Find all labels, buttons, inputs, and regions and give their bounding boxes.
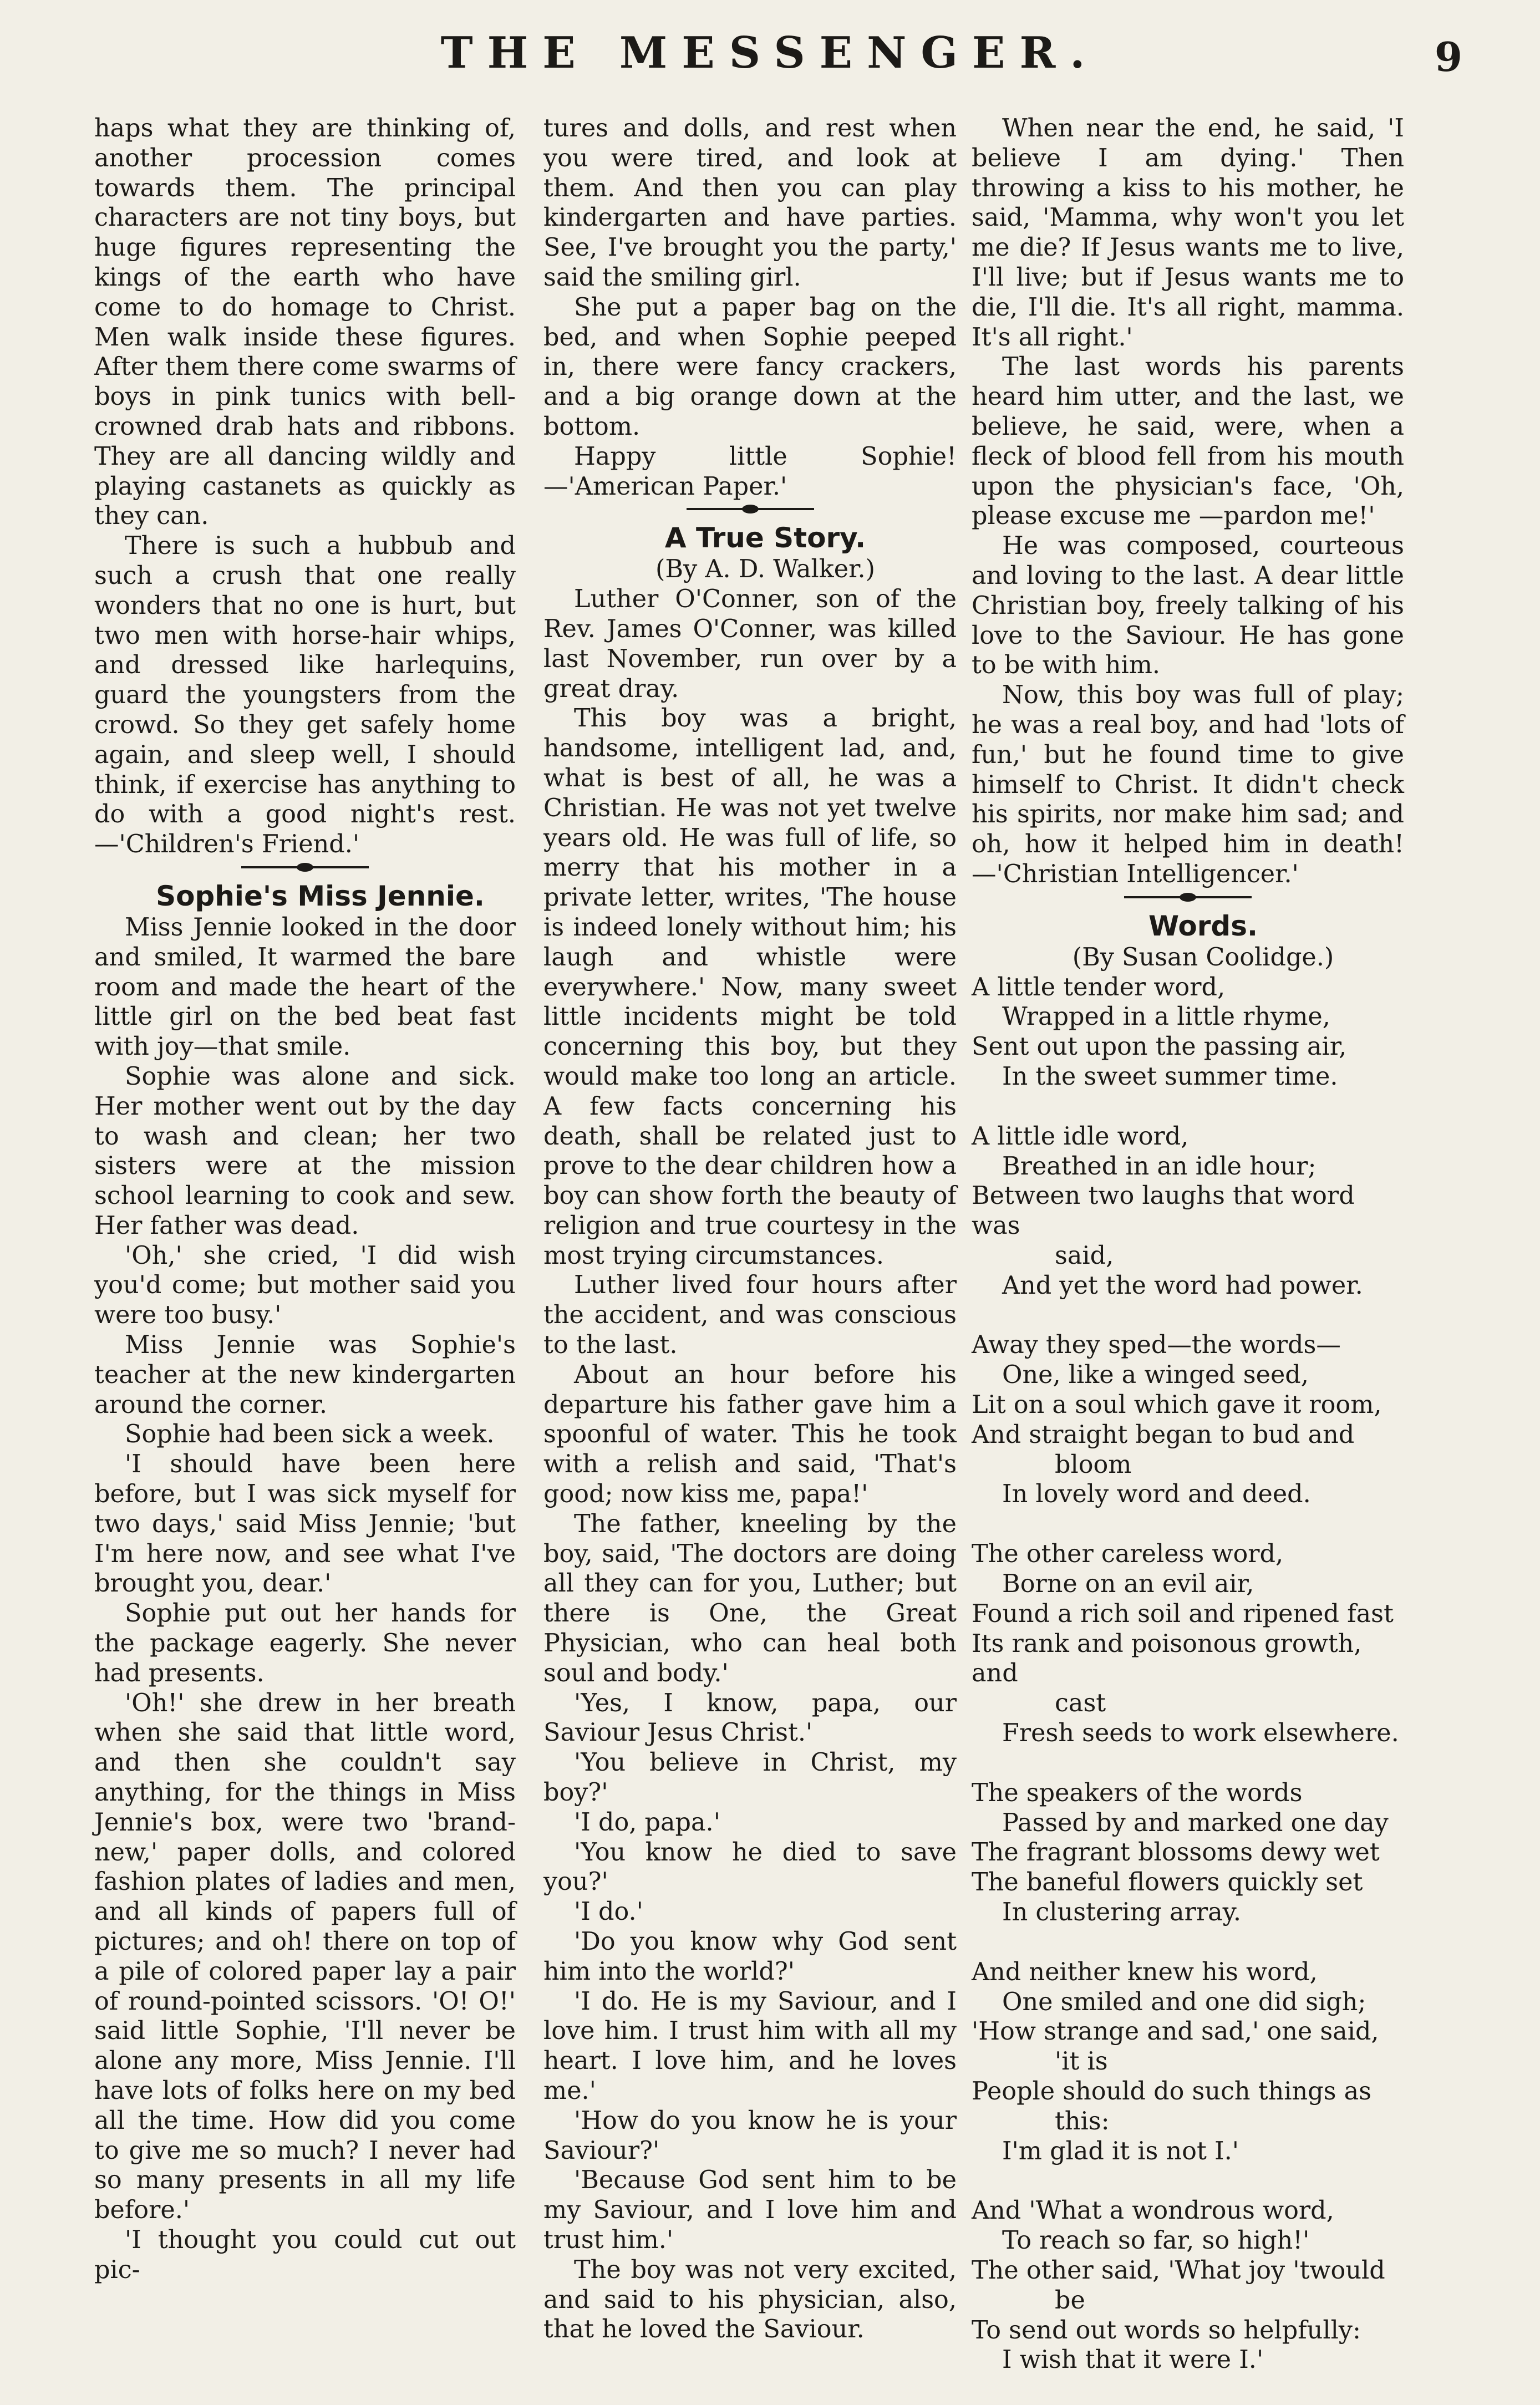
paragraph: There is such a hubbub and such a crush that one really wonders that no one is hurt, but two men with horse-hair whips, and dressed like harlequins, guard the youngsters from the crowd. So they get safely home again, and sleep well, I should think, if exercise has anything to do with a good night's rest.—'Children's Friend.' [94, 532, 516, 859]
poem-line: 'it is [1055, 2047, 1108, 2076]
page-header [0, 0, 1540, 97]
poem-line: this: [1055, 2107, 1110, 2135]
poem-line: A little tender word, [972, 973, 1226, 1001]
paragraph: Luther lived four hours after the accident, and was conscious to the last. [543, 1271, 957, 1360]
paragraph: Sophie had been sick a week. [125, 1420, 495, 1449]
poem-line: In lovely word and deed. [1002, 1480, 1311, 1509]
paragraph: He was composed, courteous and loving to the last. A dear little Christian boy, freely talking of his love to the Saviour. He has gone to be with him. [972, 532, 1404, 680]
paragraph: Luther O'Conner, son of the Rev. James O'Conner, was killed last November, run over by a great dray. [543, 585, 957, 703]
paragraph: 'You know he died to save you?' [543, 1838, 957, 1896]
divider [687, 508, 814, 510]
paragraph: 'Because God sent him to be my Saviour, and I love him and trust him.' [543, 2166, 957, 2254]
paragraph: Sophie put out her hands for the package eagerly. She never had presents. [94, 1599, 516, 1687]
article-title-words: Words. [1148, 909, 1258, 942]
poem-line: In the sweet summer time. [1002, 1062, 1338, 1091]
poem-line: bloom [1055, 1450, 1132, 1479]
poem-line: Sent out upon the passing air, [972, 1033, 1347, 1061]
poem-stanza [972, 1539, 1404, 1748]
column-middle [543, 114, 957, 2345]
poem-line: Borne on an evil air, [1002, 1570, 1254, 1599]
poem-stanza [972, 1957, 1404, 2167]
poem-stanza [972, 2196, 1404, 2375]
poem-line: And neither knew his word, [972, 1957, 1318, 1986]
poem-line: Between two laughs that word was [972, 1182, 1355, 1240]
paragraph: 'Yes, I know, papa, our Saviour Jesus Christ.' [543, 1689, 957, 1747]
poem-line: A little idle word, [972, 1122, 1189, 1151]
poem-line: To send out words so helpfully: [972, 2316, 1361, 2345]
paragraph: Miss Jennie looked in the door and smiled, It warmed the bare room and made the heart of the little girl on the bed beat fast with joy—that smile. [94, 913, 516, 1061]
article-title-true-story: A True Story. [664, 522, 866, 555]
poem-line: 'How strange and sad,' one said, [972, 2017, 1379, 2046]
poem-line: Wrapped in a little rhyme, [1002, 1003, 1330, 1031]
column-right [972, 114, 1404, 2405]
poem-stanza [972, 1778, 1404, 1928]
masthead-title: THE MESSENGER. [440, 28, 1100, 78]
poem-line: The other said, 'What joy 'twould [972, 2256, 1385, 2285]
poem-line: be [1055, 2286, 1085, 2315]
paragraph: 'How do you know he is your Saviour?' [543, 2106, 957, 2165]
paragraph: 'You believe in Christ, my boy?' [543, 1748, 957, 1807]
column-left [94, 114, 516, 2285]
poem-line: cast [1055, 1689, 1106, 1718]
poem-line: And straight began to bud and [972, 1420, 1355, 1449]
poem-line: Found a rich soil and ripened fast [972, 1599, 1394, 1628]
poem-line: And yet the word had power. [1002, 1271, 1363, 1300]
paragraph: Now, this boy was full of play; he was a real boy, and had 'lots of fun,' but he found time to give himself to Christ. It didn't check his spirits, nor make him sad; and oh, how it helped him in death!—'Christian Intelligencer.' [972, 681, 1404, 888]
poem-line: said, [1055, 1241, 1114, 1270]
paragraph: 'I thought you could cut out pic- [94, 2225, 516, 2284]
poem [972, 973, 1404, 2376]
poem-line: Passed by and marked one day [1002, 1808, 1389, 1837]
poem-stanza [972, 1330, 1404, 1509]
paragraph: 'Do you know why God sent him into the world?' [543, 1928, 957, 1986]
poem-line: The baneful flowers quickly set [972, 1868, 1363, 1897]
poem-line: Fresh seeds to work elsewhere. [1002, 1719, 1399, 1748]
paragraph: 'Oh!' she drew in her breath when she said that little word, and then she couldn't say anything, for the things in Miss Jennie's box, were two 'brand-new,' paper dolls, and colored fashion plates of ladies and men, and all kinds of papers full of pictures; and oh! there on top of a pile of colored paper lay a pair of round-pointed scissors. 'O! O!' said little Sophie, 'I'll never be alone any more, Miss Jennie. I'll have lots of folks here on my bed all the time. How did you come to give me so much? I never had so many presents in all my life before.' [94, 1689, 516, 2225]
byline: (By A. D. Walker.) [655, 555, 875, 584]
poem-stanza [972, 1122, 1404, 1301]
paragraph: haps what they are thinking of, another procession comes towards them. The principal characters are not tiny boys, but huge figures representing the kings of the earth who have come to do homage to Christ. Men walk inside these figures. After them there come swarms of boys in pink tunics with bell-crowned drab hats and ribbons. They are all dancing wildly and playing castanets as quickly as they can. [94, 114, 516, 531]
poem-line: Breathed in an idle hour; [1002, 1152, 1317, 1181]
poem-stanza [972, 973, 1404, 1092]
article-title-sophie: Sophie's Miss Jennie. [156, 879, 485, 912]
paragraph: The last words his parents heard him utter, and the last, we believe, he said, were, when a fleck of blood fell from his mouth upon the physician's face, 'Oh, please excuse me —pardon me!' [972, 353, 1404, 531]
paragraph: Miss Jennie was Sophie's teacher at the new kindergarten around the corner. [94, 1331, 516, 1419]
paragraph: 'I do.' [574, 1898, 643, 1926]
poem-line: Away they sped—the words— [972, 1331, 1341, 1360]
paragraph: When near the end, he said, 'I believe I am dying.' Then throwing a kiss to his mother, he said, 'Mamma, why won't you let me die? If Jesus wants me to live, I'll live; but if Jesus wants me to die, I'll die. It's all right, mamma. It's all right.' [972, 114, 1404, 352]
paragraph: The father, kneeling by the boy, said, 'The doctors are doing all they can for you, Luther; but there is One, the Great Physician, who can heal both soul and body.' [543, 1509, 957, 1687]
divider [241, 866, 369, 868]
paragraph: The boy was not very excited, and said to his physician, also, that he loved the Saviour. [543, 2255, 957, 2344]
poem-line: I wish that it were I.' [1002, 2346, 1264, 2375]
divider [1124, 896, 1252, 898]
paragraph: tures and dolls, and rest when you were tired, and look at them. And then you can play kindergarten and have parties. See, I've brought you the party,' said the smiling girl. [543, 114, 957, 292]
poem-line: The fragrant blossoms dewy wet [972, 1838, 1380, 1867]
poem-line: I'm glad it is not I.' [1002, 2137, 1239, 2165]
paragraph: 'Oh,' she cried, 'I did wish you'd come; but mother said you were too busy.' [94, 1241, 516, 1330]
paragraph: Sophie was alone and sick. Her mother went out by the day to wash and clean; her two sisters were at the mission school learning to cook and sew. Her father was dead. [94, 1062, 516, 1240]
paragraph: About an hour before his departure his father gave him a spoonful of water. This he took with a relish and said, 'That's good; now kiss me, papa!' [543, 1360, 957, 1509]
poem-line: In clustering array. [1002, 1898, 1242, 1927]
poem-line: One smiled and one did sigh; [1002, 1987, 1366, 2016]
poem-line: And 'What a wondrous word, [972, 2196, 1334, 2225]
paragraph: 'I should have been here before, but I was sick myself for two days,' said Miss Jennie; 'but I'm here now, and see what I've brought you, dear.' [94, 1450, 516, 1598]
paragraph: This boy was a bright, handsome, intelligent lad, and, what is best of all, he was a Christian. He was not yet twelve years old. He was full of life, so merry that his mother in a private letter, writes, 'The house is indeed lonely without him; his laugh and whistle were everywhere.' Now, many sweet little incidents might be told concerning this boy, but they would make too long an article. A few facts concerning his death, shall be related just to prove to the dear children how a boy can show forth the beauty of religion and true courtesy in the most trying circumstances. [543, 704, 957, 1270]
poem-line: People should do such things as [972, 2077, 1371, 2106]
poem-line: The other careless word, [972, 1540, 1284, 1569]
poem-line: One, like a winged seed, [1002, 1361, 1309, 1390]
poem-line: The speakers of the words [972, 1778, 1303, 1807]
paragraph: 'I do, papa.' [574, 1808, 720, 1837]
poem-line: Lit on a soul which gave it room, [972, 1391, 1382, 1420]
paragraph: She put a paper bag on the bed, and when Sophie peeped in, there were fancy crackers, and a big orange down at the bottom. [543, 293, 957, 441]
byline: (By Susan Coolidge.) [1072, 943, 1334, 972]
poem-line: Its rank and poisonous growth, and [972, 1629, 1362, 1688]
paragraph: 'I do. He is my Saviour, and I love him. I trust him with all my heart. I love him, and he loves me.' [543, 1987, 957, 2105]
paragraph: Happy little Sophie!—'American Paper.' [543, 442, 957, 501]
page-number: 9 [1434, 33, 1462, 80]
poem-line: To reach so far, so high!' [1002, 2226, 1310, 2255]
